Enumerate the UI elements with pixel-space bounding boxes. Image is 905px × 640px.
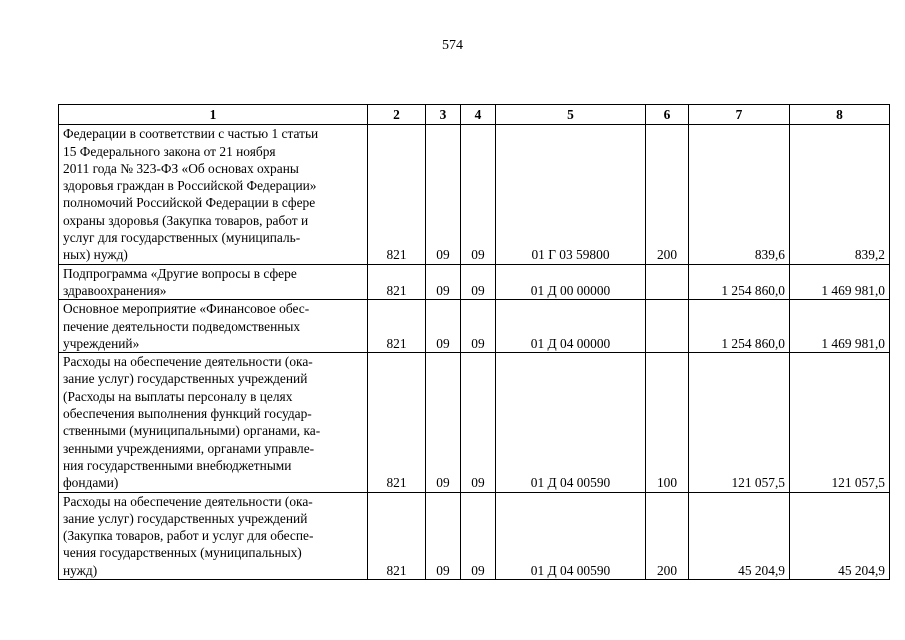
column-header: 3 <box>426 105 461 125</box>
amount-year-2-cell: 45 204,9 <box>790 492 890 579</box>
expense-type-cell: 200 <box>646 125 689 264</box>
row-name-line: зание услуг) государственных учреждений <box>63 510 308 526</box>
table-row <box>59 353 890 492</box>
ministry-code-cell: 821 <box>368 492 426 579</box>
amount-year-2-cell: 1 469 981,0 <box>790 264 890 300</box>
row-name-line: чения государственных (муниципальных) <box>63 545 302 561</box>
row-name-cell <box>59 264 368 300</box>
subsection-code-cell: 09 <box>461 125 496 264</box>
row-name-cell <box>59 492 368 579</box>
expense-type-cell: 200 <box>646 492 689 579</box>
target-code-cell: 01 Д 00 00000 <box>496 264 646 300</box>
row-name-cell <box>59 125 368 264</box>
row-name-line: ния государственными внебюджетными <box>63 457 292 473</box>
section-code-cell: 09 <box>426 264 461 300</box>
column-header: 5 <box>496 105 646 125</box>
ministry-code-cell: 821 <box>368 300 426 353</box>
row-name-cell <box>59 353 368 492</box>
budget-table <box>58 104 890 580</box>
row-name-line: фондами) <box>63 475 119 491</box>
section-code-cell: 09 <box>426 300 461 353</box>
row-name-line: Расходы на обеспечение деятельности (ока- <box>63 354 313 370</box>
section-code-cell: 09 <box>426 353 461 492</box>
table-row <box>59 300 890 353</box>
row-name-line: ственными (муниципальными) органами, ка- <box>63 423 321 439</box>
row-name-line: 2011 года № 323-ФЗ «Об основах охраны <box>63 160 299 176</box>
amount-year-2-cell: 839,2 <box>790 125 890 264</box>
column-header: 4 <box>461 105 496 125</box>
row-name-line: зание услуг) государственных учреждений <box>63 371 308 387</box>
row-name-line: нужд) <box>63 562 98 578</box>
row-name-line: услуг для государственных (муниципаль- <box>63 230 301 246</box>
ministry-code-cell: 821 <box>368 125 426 264</box>
amount-year-1-cell: 121 057,5 <box>689 353 790 492</box>
row-name-line: полномочий Российской Федерации в сфере <box>63 195 316 211</box>
page-number: 574 <box>442 38 463 53</box>
amount-year-1-cell: 45 204,9 <box>689 492 790 579</box>
subsection-code-cell: 09 <box>461 492 496 579</box>
table-row <box>59 125 890 264</box>
column-header: 6 <box>646 105 689 125</box>
row-name-line: зенными учреждениями, органами управле- <box>63 440 315 456</box>
row-name-line: здоровья граждан в Российской Федерации» <box>63 178 317 194</box>
row-name-line: 15 Федерального закона от 21 ноября <box>63 143 276 159</box>
expense-type-cell <box>646 300 689 353</box>
subsection-code-cell: 09 <box>461 264 496 300</box>
amount-year-2-cell: 121 057,5 <box>790 353 890 492</box>
amount-year-1-cell: 839,6 <box>689 125 790 264</box>
ministry-code-cell: 821 <box>368 353 426 492</box>
target-code-cell: 01 Д 04 00590 <box>496 492 646 579</box>
row-name-line: обеспечения выполнения функций государ- <box>63 406 312 422</box>
amount-year-1-cell: 1 254 860,0 <box>689 300 790 353</box>
column-header: 1 <box>59 105 368 125</box>
target-code-cell: 01 Д 04 00000 <box>496 300 646 353</box>
row-name-line: Расходы на обеспечение деятельности (ока- <box>63 493 313 509</box>
row-name-line: (Расходы на выплаты персоналу в целях <box>63 388 293 404</box>
target-code-cell: 01 Д 04 00590 <box>496 353 646 492</box>
section-code-cell: 09 <box>426 125 461 264</box>
row-name-line: охраны здоровья (Закупка товаров, работ и <box>63 212 309 228</box>
column-header: 8 <box>790 105 890 125</box>
row-name-line: Федерации в соответствии с частью 1 статьи <box>63 126 319 142</box>
ministry-code-cell: 821 <box>368 264 426 300</box>
table-row <box>59 264 890 300</box>
section-code-cell: 09 <box>426 492 461 579</box>
expense-type-cell: 100 <box>646 353 689 492</box>
row-name-line: печение деятельности подведомственных <box>63 318 301 334</box>
amount-year-2-cell: 1 469 981,0 <box>790 300 890 353</box>
table-row <box>59 492 890 579</box>
row-name-line: ных) нужд) <box>63 247 128 263</box>
row-name-line: Основное мероприятие «Финансовое обес- <box>63 301 310 317</box>
expense-type-cell <box>646 264 689 300</box>
row-name-line: здравоохранения» <box>63 282 167 298</box>
column-header: 2 <box>368 105 426 125</box>
subsection-code-cell: 09 <box>461 300 496 353</box>
subsection-code-cell: 09 <box>461 353 496 492</box>
column-header: 7 <box>689 105 790 125</box>
row-name-line: учреждений» <box>63 335 140 351</box>
table-header-row <box>59 105 890 125</box>
row-name-cell <box>59 300 368 353</box>
amount-year-1-cell: 1 254 860,0 <box>689 264 790 300</box>
row-name-line: Подпрограмма «Другие вопросы в сфере <box>63 265 297 281</box>
row-name-line: (Закупка товаров, работ и услуг для обеспе- <box>63 528 314 544</box>
target-code-cell: 01 Г 03 59800 <box>496 125 646 264</box>
